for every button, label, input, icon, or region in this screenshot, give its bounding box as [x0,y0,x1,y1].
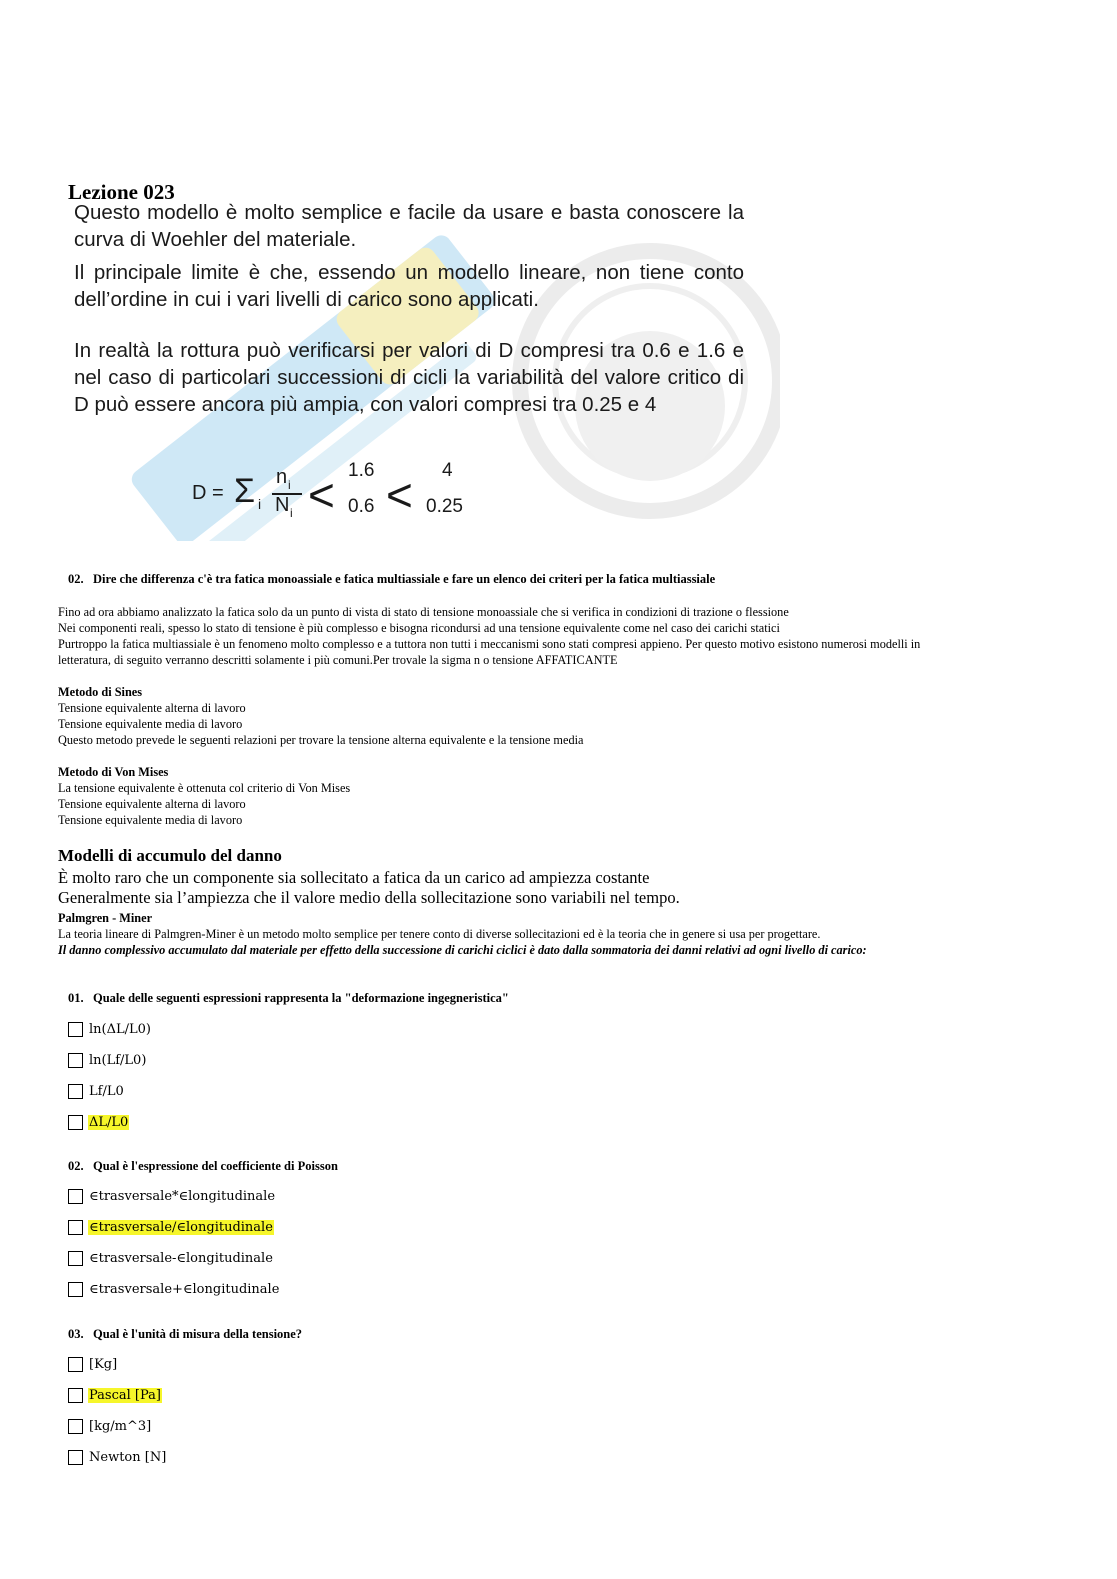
question-number: 01. [68,991,84,1005]
question-number: 02. [68,1159,84,1173]
checkbox[interactable] [68,1053,83,1068]
option-label-highlighted: ΔL/L0 [89,1114,129,1130]
formula-denominator-sub: i [290,506,293,520]
von-mises-line: Tensione equivalente media di lavoro [58,813,243,827]
answer-option[interactable] [68,1354,118,1374]
answer-option[interactable] [68,1050,147,1070]
answer-option[interactable] [68,1447,167,1467]
image-paragraph-1: Questo modello è molto semplice e facile da usare e basta conoscere la curva di Woehler del materiale. [74,201,744,251]
answer-line: Purtroppo la fatica multiassiale è un fenomeno molto complesso e a tuttora non tutti i meccanismi sono stati compresi appieno. Per questo motivo esistono numerosi modelli in [58,637,921,651]
question-text: Quale delle seguenti espressioni rappresenta la "deformazione ingegneristica" [93,991,509,1005]
answer-option-correct[interactable] [68,1112,129,1132]
formula-numerator: n [276,466,288,488]
von-mises-title: Metodo di Von Mises [58,765,169,779]
slide-image [70,196,780,541]
option-label: [kg/m^3] [89,1418,152,1434]
question-text: Qual è l'unità di misura della tensione? [93,1327,303,1341]
sines-title: Metodo di Sines [58,685,143,699]
question-text: Qual è l'espressione del coefficiente di Poisson [93,1159,338,1173]
option-label-highlighted: Pascal [Pa] [89,1387,161,1403]
formula-range2-bottom: 0.25 [426,496,463,517]
formula-sum-index: i [258,496,262,512]
damage-section-text [58,868,680,908]
option-label: [Kg] [89,1356,118,1372]
formula-lhs: D = [192,482,224,504]
checkbox[interactable] [68,1220,83,1235]
option-label: ln(ΔL/L0) [89,1021,151,1037]
sines-line: Tensione equivalente alterna di lavoro [58,701,246,715]
palmgren-miner-title: Palmgren - Miner [58,911,153,925]
sines-line: Questo metodo prevede le seguenti relazioni per trovare la tensione alterna equivalente e la tensione media [58,733,584,747]
image-paragraph-2: Il principale limite è che, essendo un modello lineare, non tiene conto dell’ordine in cui i vari livelli di carico sono applicati. [74,261,744,311]
option-label: Newton [N] [89,1449,167,1465]
formula-range2-top: 4 [442,460,453,481]
answer-option-correct[interactable] [68,1217,274,1237]
answer-line: Fino ad ora abbiamo analizzato la fatica solo da un punto di vista di stato di tensione monoassiale che si verifica in condizioni di trazione o flessione [58,605,789,619]
checkbox[interactable] [68,1357,83,1372]
damage-section-line: È molto raro che un componente sia sollecitato a fatica da un carico ad ampiezza costante [58,868,650,887]
answer-line: Nei componenti reali, spesso lo stato di tensione è più complesso e bisogna ricondursi ad una tensione equivalente come nel caso dei carichi statici [58,621,780,635]
answer-option[interactable] [68,1081,125,1101]
formula-sigma: Σ [234,472,256,510]
quiz-question-02 [68,1159,338,1174]
answer-option[interactable] [68,1019,152,1039]
lesson-title: Lezione 023 [68,180,175,204]
damage-section-title: Modelli di accumulo del danno [58,846,282,865]
checkbox[interactable] [68,1022,83,1037]
damage-formula [192,460,492,529]
question-text: Dire che differenza c'è tra fatica monoassiale e fatica multiassiale e fare un elenco dei criteri per la fatica multiassiale [93,572,716,586]
checkbox[interactable] [68,1115,83,1130]
quiz-question-03 [68,1327,302,1342]
checkbox[interactable] [68,1084,83,1099]
question-number: 02. [68,572,84,586]
image-paragraph-3: In realtà la rottura può verificarsi per valori di D compresi tra 0.6 e 1.6 e nel caso di particolari successioni di cicli la variabilità del valore critico di D può essere ancora più ampia, con valori compresi tra 0.25 e 4 [74,339,744,416]
option-label: ln(Lf/L0) [89,1052,147,1068]
checkbox[interactable] [68,1282,83,1297]
answer-line: letteratura, di seguito verranno descritti solamente i più comuni.Per trovale la sigma n o tensione AFFATICANTE [58,653,618,667]
answer-option[interactable] [68,1279,280,1299]
checkbox[interactable] [68,1251,83,1266]
formula-range1-top: 1.6 [348,460,375,481]
option-label-highlighted: ∈trasversale/∈longitudinale [89,1219,273,1235]
open-question-02 [68,572,715,587]
option-label: Lf/L0 [89,1083,124,1099]
von-mises-line: La tensione equivalente è ottenuta col criterio di Von Mises [58,781,351,795]
sines-method [58,684,1058,748]
sines-line: Tensione equivalente media di lavoro [58,717,243,731]
answer-text [58,604,1058,668]
damage-section-line: Generalmente sia l’ampiezza che il valore medio della sollecitazione sono variabili nel tempo. [58,888,680,907]
answer-option[interactable] [68,1416,152,1436]
question-number: 03. [68,1327,84,1341]
option-label: ∈trasversale*∈longitudinale [89,1188,276,1204]
formula-range1-bottom: 0.6 [348,496,375,517]
checkbox[interactable] [68,1189,83,1204]
option-label: ∈trasversale+∈longitudinale [89,1281,280,1297]
quiz-question-01 [68,991,509,1006]
checkbox[interactable] [68,1388,83,1403]
palmgren-miner-block [58,910,867,958]
formula-denominator: N [275,494,290,516]
palmgren-miner-damage-line: Il danno complessivo accumulato dal materiale per effetto della successione di carichi ciclici è dato dalla sommatoria dei danni relativi ad ogni livello di carico: [58,943,867,957]
checkbox[interactable] [68,1419,83,1434]
answer-option[interactable] [68,1186,276,1206]
formula-less-than-1: < [308,469,335,521]
option-label: ∈trasversale-∈longitudinale [89,1250,273,1266]
formula-numerator-sub: i [288,478,291,492]
checkbox[interactable] [68,1450,83,1465]
answer-option[interactable] [68,1248,274,1268]
von-mises-method [58,764,1058,828]
von-mises-line: Tensione equivalente alterna di lavoro [58,797,246,811]
formula-less-than-2: < [386,469,413,521]
answer-option-correct[interactable] [68,1385,162,1405]
palmgren-miner-desc: La teoria lineare di Palmgren-Miner è un metodo molto semplice per tenere conto di diverse sollecitazioni ed è la teoria che in genere si usa per progettare. [58,927,821,941]
